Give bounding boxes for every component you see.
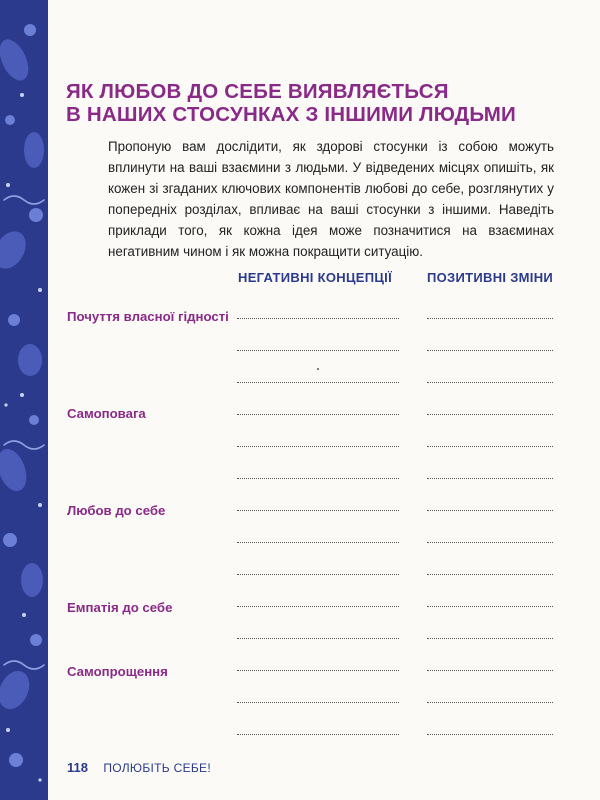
row-label-self-respect: Самоповага <box>67 406 146 421</box>
positive-writing-line[interactable] <box>427 318 553 319</box>
negative-writing-line[interactable] <box>237 318 399 319</box>
positive-writing-line[interactable] <box>427 446 553 447</box>
page-number: 118 <box>67 760 88 775</box>
positive-writing-line[interactable] <box>427 382 553 383</box>
positive-writing-line[interactable] <box>427 734 553 735</box>
book-title: ПОЛЮБІТЬ СЕБЕ! <box>103 761 211 775</box>
negative-writing-line[interactable] <box>237 734 399 735</box>
row-label-self-love: Любов до себе <box>67 503 166 518</box>
column-heading-negative: НЕГАТИВНІ КОНЦЕПЦІЇ <box>238 270 392 285</box>
positive-writing-line[interactable] <box>427 414 553 415</box>
negative-writing-line[interactable] <box>237 702 399 703</box>
negative-writing-line[interactable] <box>237 510 399 511</box>
page-title <box>66 80 516 126</box>
row-label-self-compassion: Емпатія до себе <box>67 600 173 615</box>
negative-writing-line[interactable] <box>237 542 399 543</box>
positive-writing-line[interactable] <box>427 542 553 543</box>
negative-writing-line[interactable] <box>237 574 399 575</box>
positive-writing-line[interactable] <box>427 606 553 607</box>
column-heading-positive: ПОЗИТИВНІ ЗМІНИ <box>427 270 554 285</box>
negative-writing-line[interactable] <box>237 350 399 351</box>
positive-writing-line[interactable] <box>427 350 553 351</box>
positive-writing-line[interactable] <box>427 670 553 671</box>
negative-writing-line[interactable] <box>237 414 399 415</box>
positive-writing-line[interactable] <box>427 478 553 479</box>
positive-writing-line[interactable] <box>427 574 553 575</box>
positive-writing-line[interactable] <box>427 638 553 639</box>
positive-writing-line[interactable] <box>427 702 553 703</box>
title-line-1: ЯК ЛЮБОВ ДО СЕБЕ ВИЯВЛЯЄТЬСЯ <box>66 80 449 103</box>
page-footer <box>67 760 211 775</box>
positive-writing-line[interactable] <box>427 510 553 511</box>
negative-writing-line[interactable] <box>237 478 399 479</box>
row-label-self-worth: Почуття власної гідності <box>67 309 229 324</box>
intro-paragraph: Пропоную вам дослідити, як здорові стосунки із собою можуть вплинути на ваші взаємини з людьми. У відведених місцях опишіть, як кожен зі згаданих ключових компонентів любові до себе, розглянутих у попередніх розділах, впливає на ваші стосунки з іншими. Наведіть приклади того, як кожна ідея може позначитися на взаєминах негативним чином і як можна покращити ситуацію. <box>108 139 554 259</box>
decorative-sidebar <box>0 0 48 800</box>
negative-writing-line[interactable] <box>237 670 399 671</box>
pattern-illustration <box>0 0 48 800</box>
negative-writing-line[interactable] <box>237 638 399 639</box>
stray-dot <box>317 368 319 370</box>
negative-writing-line[interactable] <box>237 446 399 447</box>
negative-writing-line[interactable] <box>237 382 399 383</box>
row-label-self-forgiveness: Самопрощення <box>67 664 168 679</box>
negative-writing-line[interactable] <box>237 606 399 607</box>
title-line-2: В НАШИХ СТОСУНКАХ З ІНШИМИ ЛЮДЬМИ <box>66 103 516 126</box>
